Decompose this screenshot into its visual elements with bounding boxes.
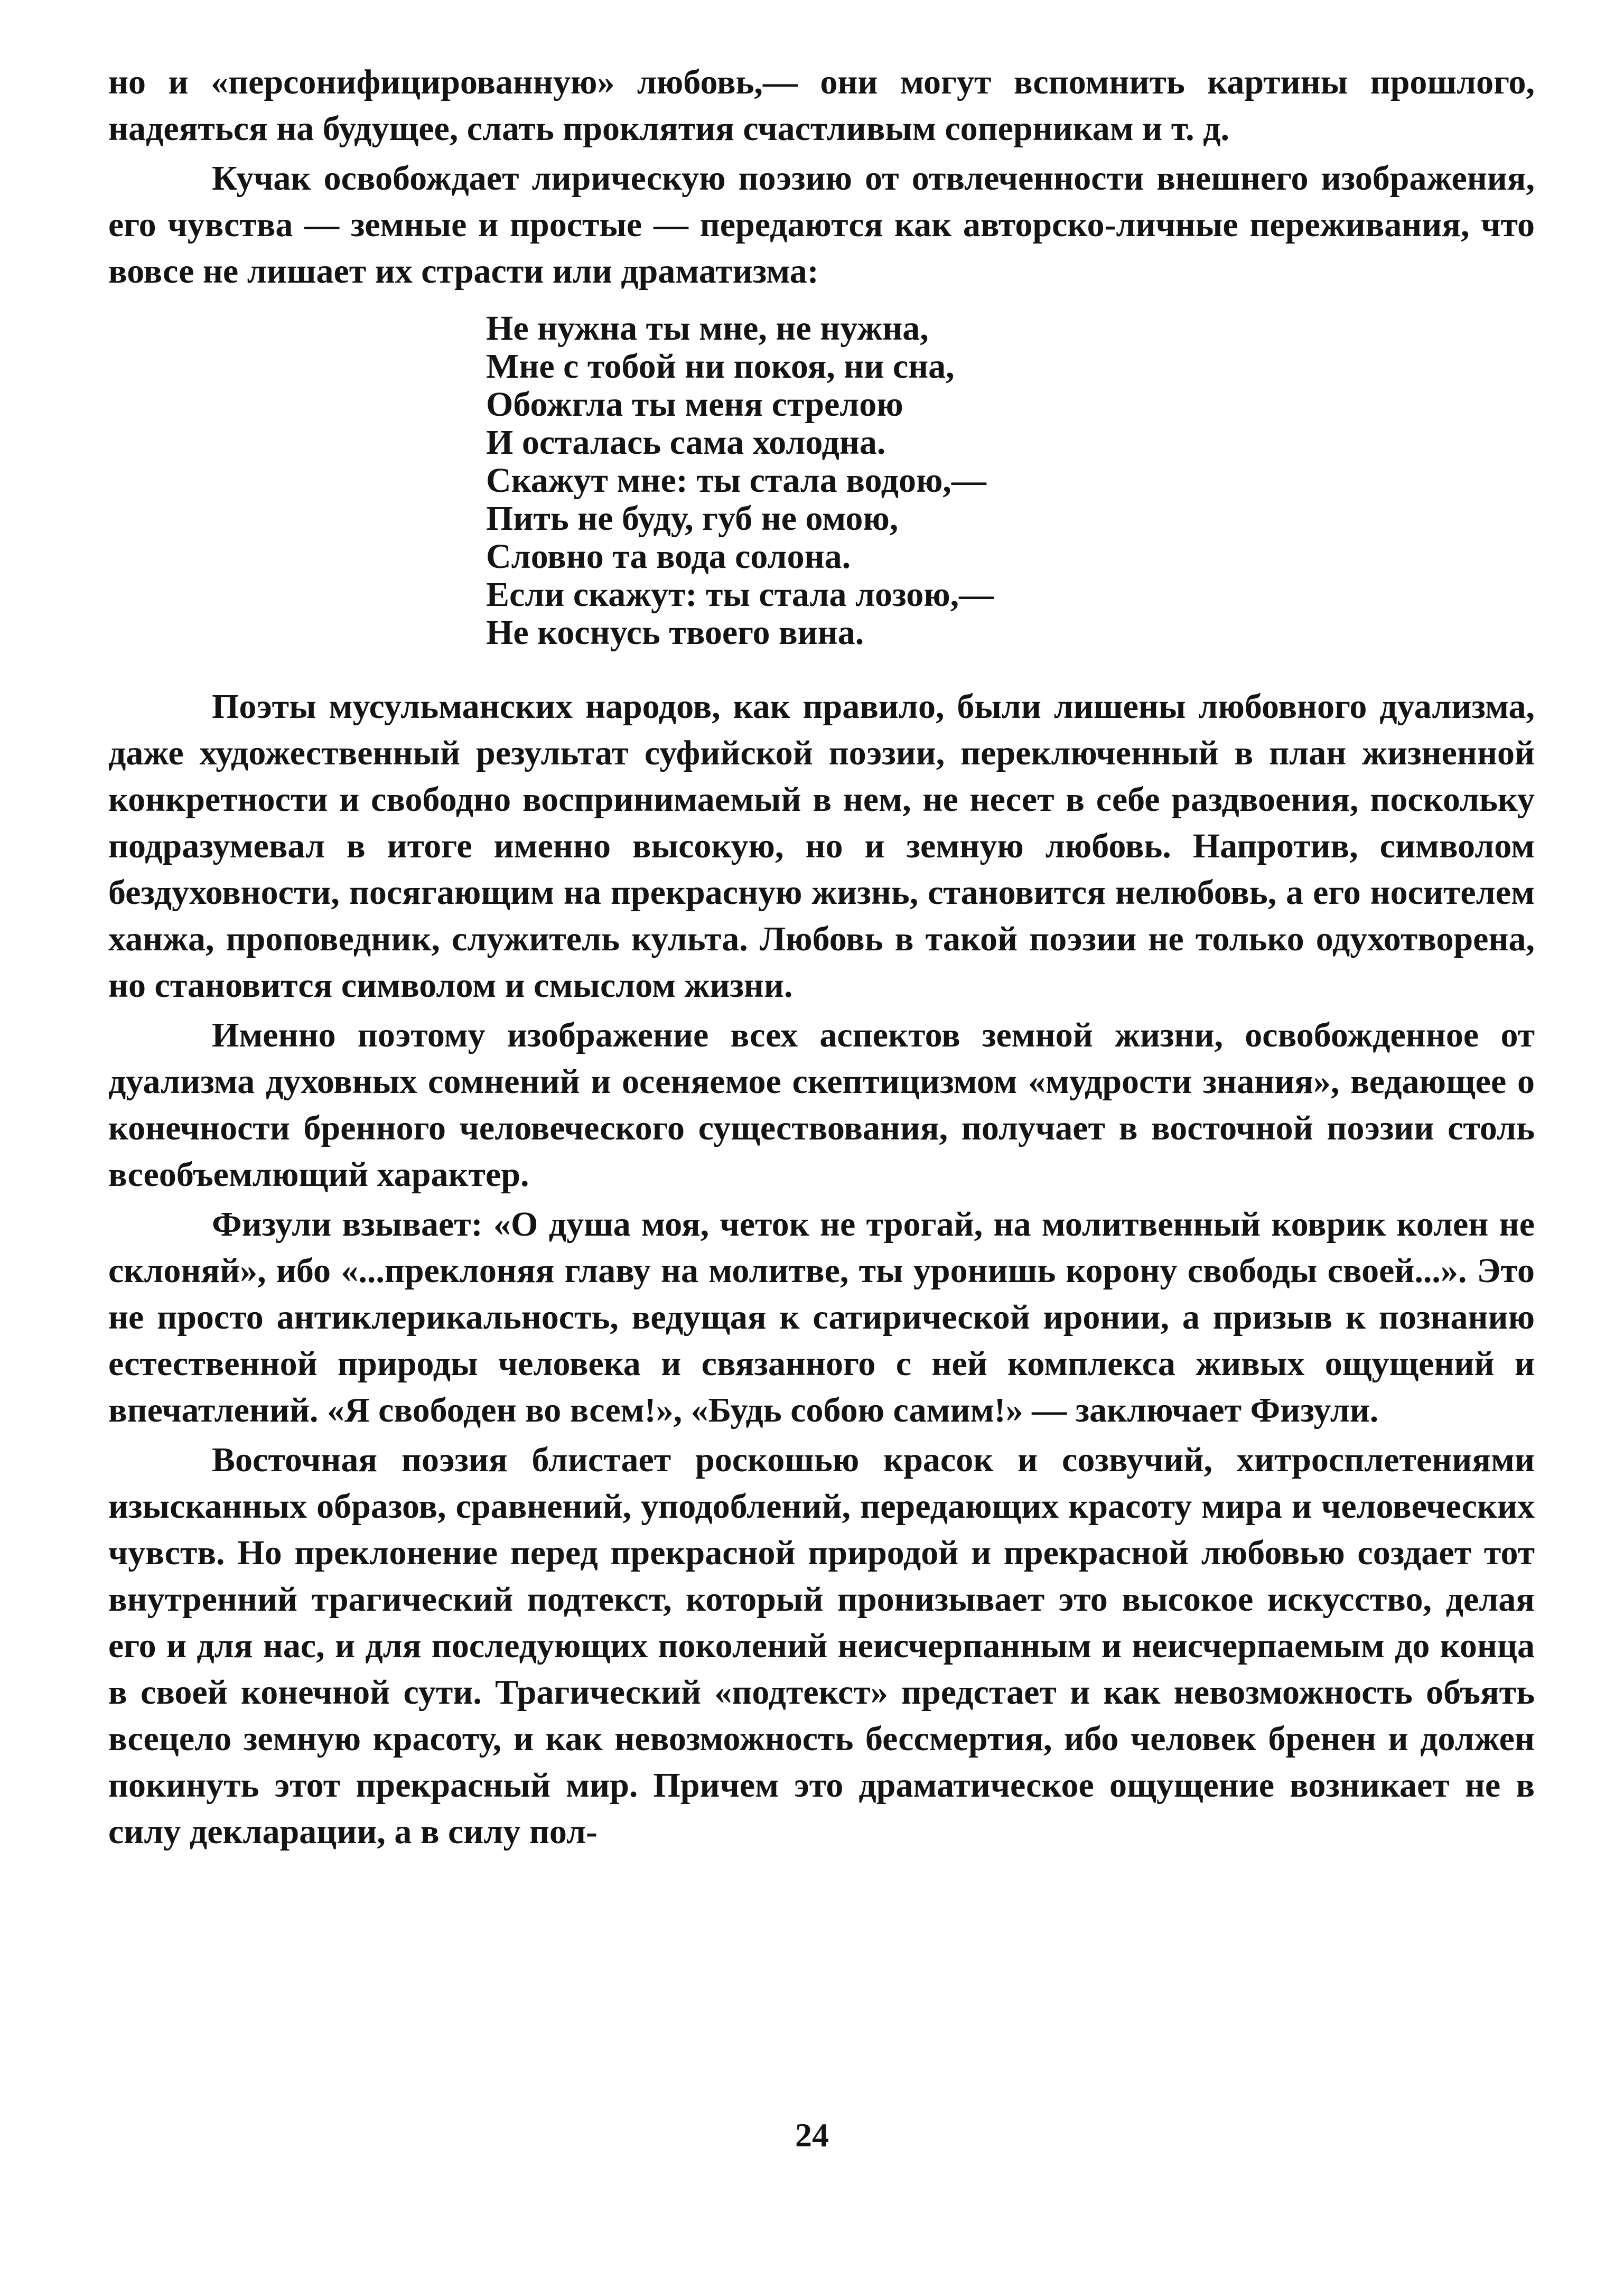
poem-line: Скажут мне: ты стала водою,— xyxy=(486,461,986,500)
poem-line: Не коснусь твоего вина. xyxy=(486,613,864,652)
paragraph-continuation: но и «персонифицированную» любовь,— они могут вспомнить картины прошлого, надеяться на будущее, слать проклятия счастливым соперникам и т. д. xyxy=(108,63,1535,148)
poem-line: Мне с тобой ни покоя, ни сна, xyxy=(486,347,955,386)
poem-line: Не нужна ты мне, не нужна, xyxy=(486,309,929,348)
page-body xyxy=(108,59,1535,1855)
poem-line: Если скажут: ты стала лозою,— xyxy=(486,575,994,614)
poem-line: Пить не буду, губ не омою, xyxy=(486,499,899,538)
paragraph-fizuli: Физули взывает: «О душа моя, четок не трогай, на молитвенный коврик колен не склоняй», ибо «...преклоняя главу на молитве, ты уронишь корону свободы своей...». Это не просто антиклерикальность, ведущая к сатирической иронии, а призыв к познанию естественной природы человека и связанного с ней комплекса живых ощущений и впечатлений. «Я свободен во всем!», «Будь собою самим!» — заключает Физули. xyxy=(108,1205,1535,1429)
paragraph-earthly-life: Именно поэтому изображение всех аспектов земной жизни, освобожденное от дуализма духовных сомнений и осеняемое скептицизмом «мудрости знания», ведающее о конечности бренного человеческого существования, получает в восточной поэзии столь всеобъемлющий характер. xyxy=(108,1016,1535,1194)
paragraph-muslim-poets: Поэты мусульманских народов, как правило, были лишены любовного дуализма, даже художественный результат суфийской поэзии, переключенный в план жизненной конкретности и свободно воспринимаемый в нем, не несет в себе раздвоения, поскольку подразумевал в итоге именно высокую, но и земную любовь. Напротив, символом бездуховности, посягающим на прекрасную жизнь, становится нелюбовь, а его носителем ханжа, проповедник, служитель культа. Любовь в такой поэзии не только одухотворена, но становится символом и смыслом жизни. xyxy=(108,687,1535,1005)
poem-line: И осталась сама холодна. xyxy=(486,423,886,462)
poem-line: Обожгла ты меня стрелою xyxy=(486,385,903,424)
paragraph-eastern-poetry: Восточная поэзия блистает роскошью красок и созвучий, хитросплетениями изысканных образов, сравнений, уподоблений, передающих красоту мира и человеческих чувств. Но преклонение перед прекрасной природой и прекрасной любовью создает тот внутренний трагический подтекст, который пронизывает это высокое искусство, делая его и для нас, и для последующих поколений неисчерпанным и неисчерпаемым до конца в своей конечной сути. Трагический «подтекст» предстает и как невозможность объять всецело земную красоту, и как невозможность бессмертия, ибо человек бренен и должен покинуть этот прекрасный мир. Причем это драматическое ощущение возникает не в силу декларации, а в силу пол- xyxy=(108,1441,1535,1851)
poem-line: Словно та вода солона. xyxy=(486,537,851,576)
page-number: 24 xyxy=(795,2116,829,2154)
poem-quote xyxy=(486,310,1535,652)
paragraph-kuchak: Кучак освобождает лирическую поэзию от отвлеченности внешнего изображения, его чувства — земные и простые — передаются как авторско-личные переживания, что вовсе не лишает их страсти или драматизма: xyxy=(108,159,1535,291)
